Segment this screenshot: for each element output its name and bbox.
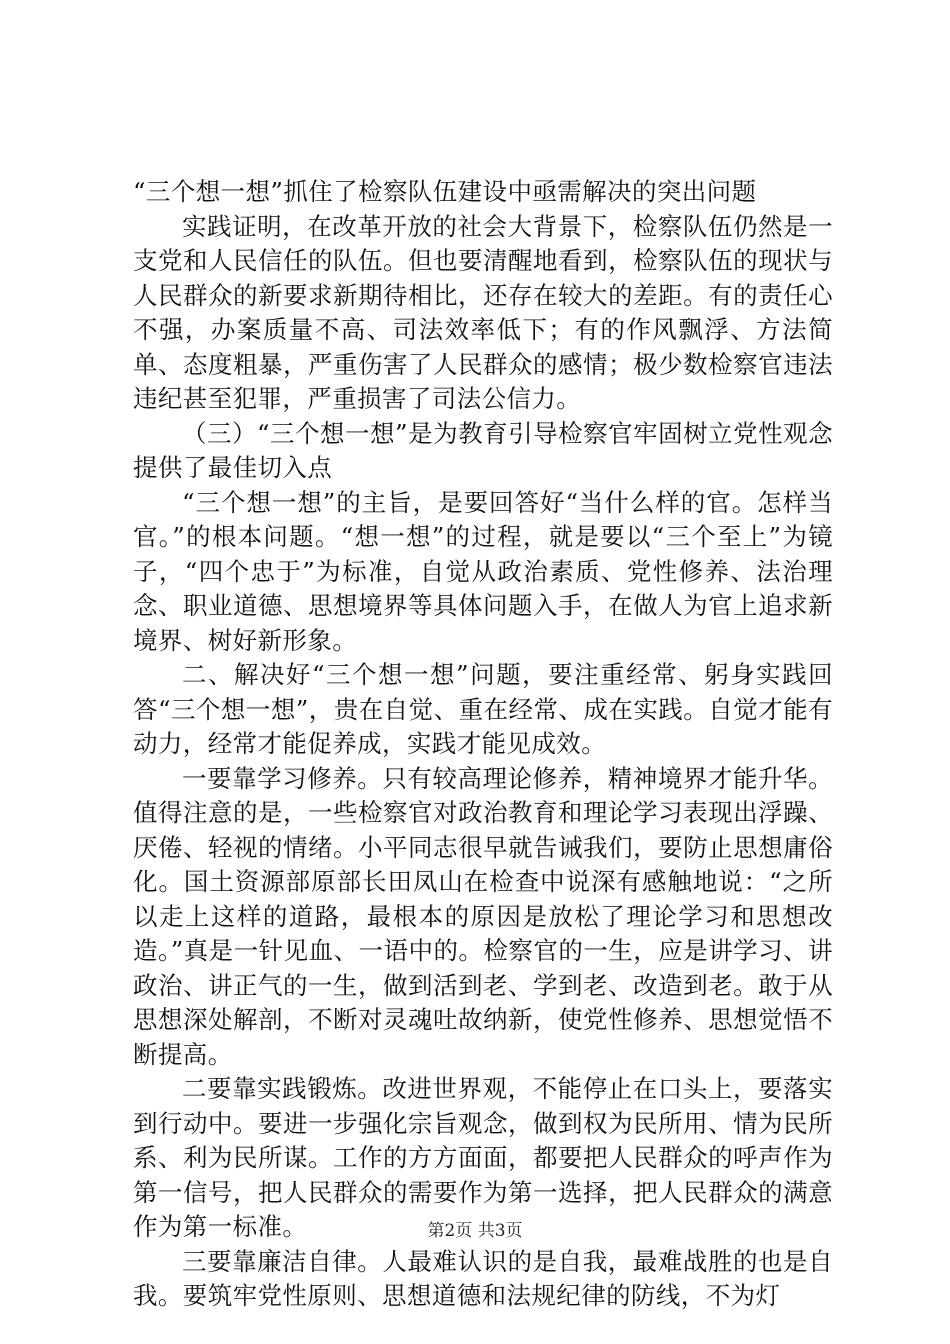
paragraph-6: 一要靠学习修养。只有较高理论修养，精神境界才能升华。值得注意的是，一些检察官对政治教育和理论学习表现出浮躁、厌倦、轻视的情绪。小平同志很早就告诫我们，要防止思想庸俗化。国土资源部原部长田凤山在检查中说深有感触地说：“之所以走上这样的道路，最根本的原因是放松了理论学习和思想改造。”真是一针见血、一语中的。检察官的一生，应是讲学习、讲政治、讲正气的一生，做到活到老、学到老、改造到老。敢于从思想深处解剖，不断对灵魂吐故纳新，使党性修养、思想觉悟不断提高。 xyxy=(133,763,833,1069)
paragraph-3: （三）“三个想一想”是为教育引导检察官牢固树立党性观念提供了最佳切入点 xyxy=(133,418,833,482)
paragraph-7: 二要靠实践锻炼。改进世界观，不能停止在口头上，要落实到行动中。要进一步强化宗旨观念，做到权为民所用、情为民所系、利为民所谋。工作的方方面面，都要把人民群众的呼声作为第一信号，把人民群众的需要作为第一选择，把人民群众的满意作为第一标准。 xyxy=(133,1074,833,1241)
page-footer: 第2页 共3页 xyxy=(427,1221,523,1241)
paragraph-1: “三个想一想”抓住了检察队伍建设中亟需解决的突出问题 xyxy=(133,177,757,206)
paragraph-5: 二、解决好“三个想一想”问题，要注重经常、躬身实践回答“三个想一想”，贵在自觉、重在经常、成在实践。自觉才能有动力，经常才能促养成，实践才能见成效。 xyxy=(133,660,833,758)
paragraph-2: 实践证明，在改革开放的社会大背景下，检察队伍仍然是一支党和人民信任的队伍。但也要清醒地看到，检察队伍的现状与人民群众的新要求新期待相比，还存在较大的差距。有的责任心不强，办案质量不高、司法效率低下；有的作风飘浮、方法简单、态度粗暴，严重伤害了人民群众的感情；极少数检察官违法违纪甚至犯罪，严重损害了司法公信力。 xyxy=(133,211,833,413)
document-body xyxy=(133,175,833,1314)
paragraph-4: “三个想一想”的主旨，是要回答好“当什么样的官。怎样当官。”的根本问题。“想一想”的过程，就是要以“三个至上”为镜子，“四个忠于”为标准，自觉从政治素质、党性修养、法治理念、职业道德、思想境界等具体问题入手，在做人为官上追求新境界、树好新形象。 xyxy=(133,487,833,655)
paragraph-8: 三要靠廉洁自律。人最难认识的是自我，最难战胜的也是自我。要筑牢党性原则、思想道德和法规纪律的防线，不为灯 xyxy=(133,1246,833,1310)
